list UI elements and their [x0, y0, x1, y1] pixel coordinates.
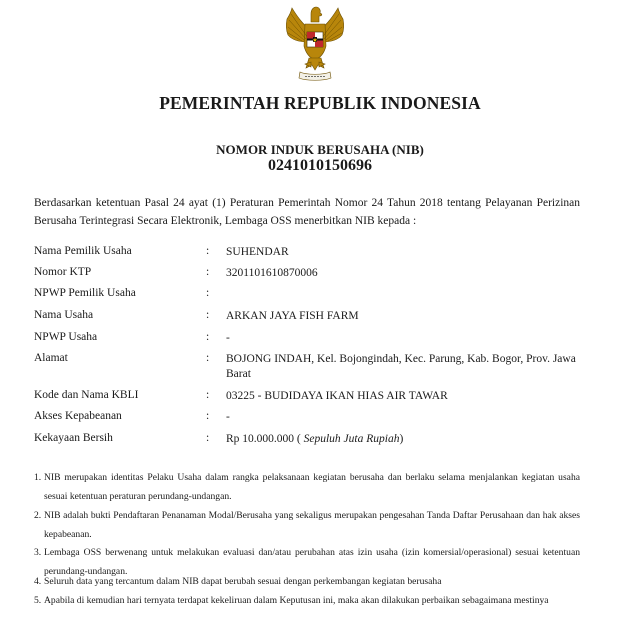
amount-close: ) [399, 433, 404, 445]
intro-paragraph: Berdasarkan ketentuan Pasal 24 ayat (1) Peraturan Pemerintah Nomor 24 Tahun 2018 tentang Pelayanan Perizinan Berusaha Terintegrasi Secara Elektronik, Lembaga OSS menerbitkan NIB kepada : [34, 197, 580, 227]
nib-number: 0241010150696 [268, 157, 372, 174]
note-number: 3. [34, 547, 42, 558]
note-number: 1. [34, 472, 42, 483]
field-value: BOJONG INDAH, Kel. Bojongindah, Kec. Parung, Kab. Bogor, Prov. Jawa Barat [226, 353, 576, 380]
field-separator: : [206, 331, 210, 343]
garuda-pancasila-emblem [278, 2, 352, 82]
field-label: NPWP Usaha [34, 331, 98, 343]
field-value: - [226, 411, 230, 423]
field-separator: : [206, 389, 210, 401]
field-value: ARKAN JAYA FISH FARM [226, 310, 359, 322]
field-label: Kekayaan Bersih [34, 432, 113, 444]
amount-text: Rp 10.000.000 ( [226, 433, 301, 445]
government-title: PEMERINTAH REPUBLIK INDONESIA [159, 93, 481, 113]
note-text: Apabila di kemudian hari ternyata terdapat kekeliruan dalam Keputusan ini, maka akan dilakukan perbaikan sebagaimana mestinya [44, 595, 549, 606]
field-value [226, 432, 578, 447]
field-separator: : [206, 266, 210, 278]
field-separator: : [206, 245, 210, 257]
field-label: Nomor KTP [34, 266, 92, 278]
field-label: Akses Kepabeanan [34, 410, 122, 422]
field-value: 03225 - BUDIDAYA IKAN HIAS AIR TAWAR [226, 390, 448, 402]
field-separator: : [206, 410, 210, 422]
note-number: 4. [34, 576, 42, 587]
field-separator: : [206, 309, 210, 321]
field-label: Kode dan Nama KBLI [34, 389, 139, 401]
field-separator: : [206, 287, 210, 299]
field-separator: : [206, 352, 210, 364]
field-value: - [226, 332, 230, 344]
field-value: 3201101610870006 [226, 267, 318, 279]
nib-title: NOMOR INDUK BERUSAHA (NIB) [216, 142, 424, 157]
note-text: NIB adalah bukti Pendaftaran Penanaman Modal/Berusaha yang sekaligus merupakan pengesahan Tanda Daftar Perusahaan dan hak akses kepabeanan. [44, 510, 580, 540]
note-text: Seluruh data yang tercantum dalam NIB dapat berubah sesuai dengan perkembangan kegiatan berusaha [44, 576, 442, 587]
field-separator: : [206, 432, 210, 444]
note-text: Lembaga OSS berwenang untuk melakukan evaluasi dan/atau perubahan atas izin usaha (izin komersial/operasional) sesuai ketentuan perundang-undangan. [44, 547, 580, 577]
amount-in-words: Sepuluh Juta Rupiah [300, 433, 400, 445]
field-label: Nama Pemilik Usaha [34, 245, 132, 257]
note-number: 2. [34, 510, 42, 521]
note-number: 5. [34, 595, 42, 606]
field-label: NPWP Pemilik Usaha [34, 287, 136, 299]
field-label: Alamat [34, 352, 68, 364]
note-text: NIB merupakan identitas Pelaku Usaha dalam rangka pelaksanaan kegiatan berusaha dan berlaku selama menjalankan kegiatan usaha sesuai ketentuan peraturan perundang-undangan. [44, 472, 580, 502]
field-label: Nama Usaha [34, 309, 94, 321]
field-value: SUHENDAR [226, 246, 289, 258]
